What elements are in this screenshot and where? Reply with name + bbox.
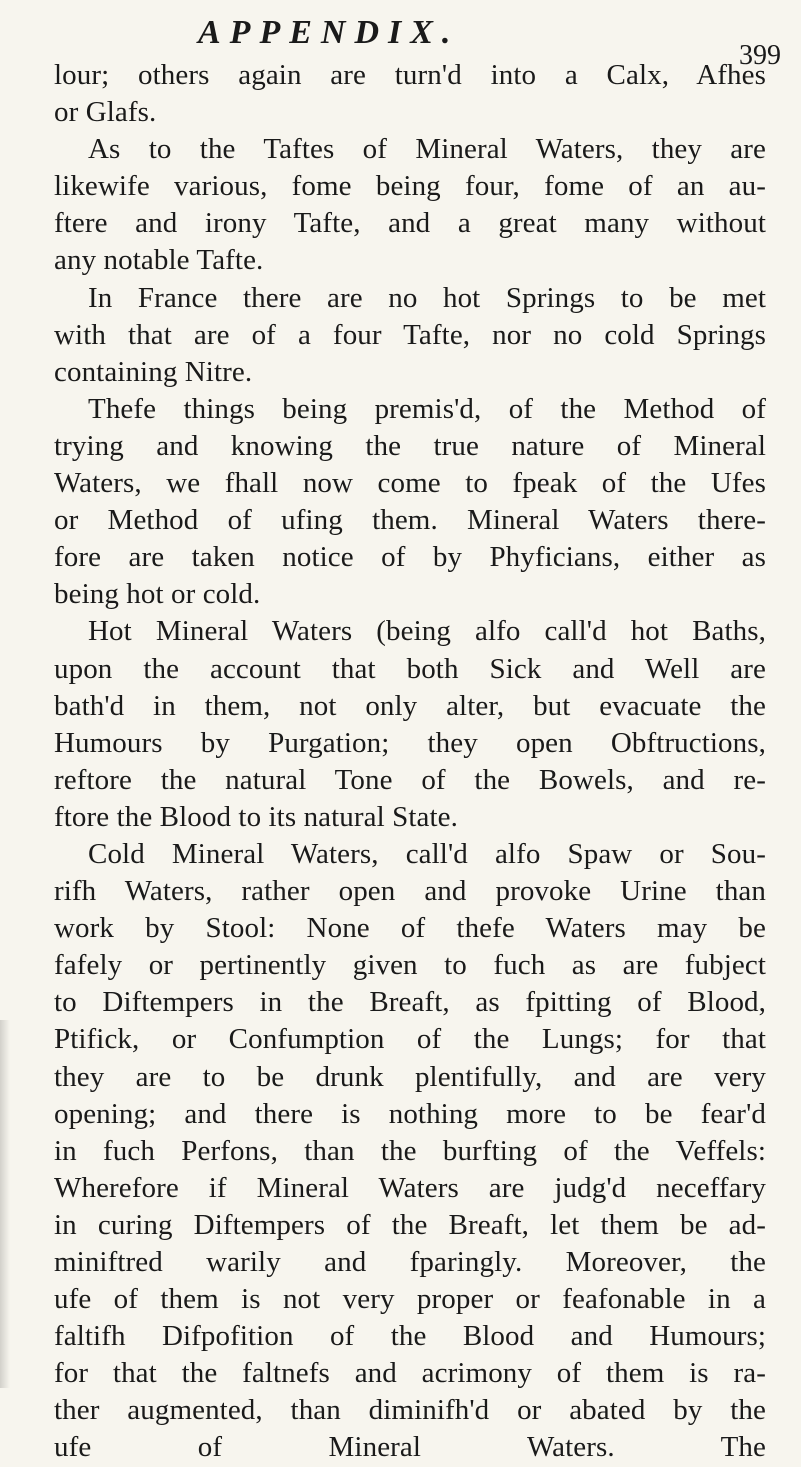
text-line: trying and knowing the true nature of Mineral	[54, 429, 766, 462]
text-line: fore are taken notice of by Phyficians, either as	[54, 541, 766, 574]
text-line: rifh Waters, rather open and provoke Urine than	[54, 875, 766, 908]
running-head: APPENDIX.	[198, 14, 460, 51]
text-line: with that are of a four Tafte, nor no cold Springs	[54, 318, 766, 351]
page-number: 399	[739, 40, 781, 71]
body-text	[54, 57, 766, 1467]
text-line: containing Nitre.	[54, 355, 253, 388]
binding-shadow	[0, 1020, 10, 1388]
text-line: ftore the Blood to its natural State.	[54, 800, 458, 833]
text-line: faltifh Difpofition of the Blood and Humours;	[54, 1320, 766, 1353]
text-line: ftere and irony Tafte, and a great many without	[54, 207, 766, 240]
text-line: In France there are no hot Springs to be met	[88, 281, 766, 314]
text-line: Waters, we fhall now come to fpeak of the Ufes	[54, 467, 766, 500]
text-line: lour; others again are turn'd into a Calx, Afhes	[54, 59, 766, 91]
text-line: fafely or pertinently given to fuch as are fubject	[54, 949, 766, 982]
text-line: in fuch Perfons, than the burfting of the Veffels:	[54, 1134, 766, 1167]
text-line: Ptifick, or Confumption of the Lungs; for that	[54, 1023, 766, 1056]
text-line: work by Stool: None of thefe Waters may be	[54, 912, 766, 945]
text-line: ufe of Mineral Waters. The	[54, 1431, 766, 1464]
text-line: reftore the natural Tone of the Bowels, and re-	[54, 763, 766, 796]
text-line: ther augmented, than diminifh'd or abated by the	[54, 1394, 766, 1427]
text-line: being hot or cold.	[54, 578, 261, 611]
text-line: for that the faltnefs and acrimony of them is ra-	[54, 1357, 766, 1390]
text-line: Hot Mineral Waters (being alfo call'd hot Baths,	[88, 615, 766, 648]
text-line: upon the account that both Sick and Well are	[54, 652, 766, 685]
text-line: As to the Taftes of Mineral Waters, they are	[88, 133, 766, 166]
text-line: miniftred warily and fparingly. Moreover, the	[54, 1246, 766, 1278]
text-line: Thefe things being premis'd, of the Method of	[88, 392, 766, 425]
text-line: Cold Mineral Waters, call'd alfo Spaw or Sou-	[88, 837, 766, 870]
text-line: or Method of ufing them. Mineral Waters there-	[54, 504, 766, 537]
text-line: or Glafs.	[54, 96, 157, 129]
text-line: in curing Diftempers of the Breaft, let them be ad-	[54, 1208, 766, 1241]
text-line: Humours by Purgation; they open Obftructions,	[54, 726, 766, 759]
text-line: Wherefore if Mineral Waters are judg'd neceffary	[54, 1171, 766, 1204]
text-line: any notable Tafte.	[54, 244, 264, 277]
text-line: likewife various, fome being four, fome of an au-	[54, 170, 766, 203]
text-line: opening; and there is nothing more to be fear'd	[54, 1097, 766, 1130]
text-line: bath'd in them, not only alter, but evacuate the	[54, 689, 766, 722]
text-line: to Diftempers in the Breaft, as fpitting of Blood,	[54, 986, 766, 1019]
text-line: they are to be drunk plentifully, and are very	[54, 1060, 766, 1093]
text-line: ufe of them is not very proper or feafonable in a	[54, 1283, 766, 1316]
